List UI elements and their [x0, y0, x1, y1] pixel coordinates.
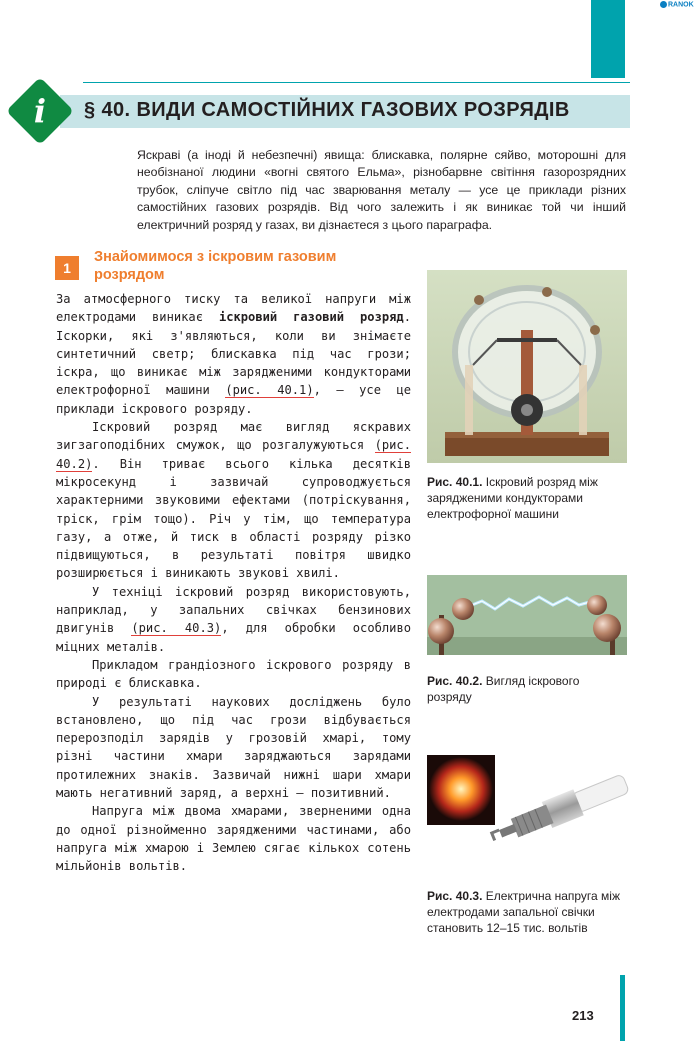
term-spark-discharge: іскровий газовий розряд — [218, 310, 404, 325]
figure-40-3-caption: Рис. 40.3. Електрична напруга між електродами запальної свічки становить 12–15 тис. вольтів — [427, 889, 620, 935]
top-accent-bar — [591, 0, 625, 78]
paragraph-4: Прикладом грандіозного іскрового розряду в природі є блискавка. — [56, 657, 411, 691]
paragraph-1: За атмосферного тиску та великої напруги між електродами виникає іскровий газовий розряд. Іскорки, які з'являються, коли ви знімаєте синтетичний светр; блискавка під час грози; іскра, що виникає між зарядженими кондукторами електрофорної машини (рис. 40.1), — усе це приклади іскрового розряду. — [56, 292, 412, 416]
paragraph-3: У техніці іскровий розряд використовують, наприклад, у запальних свічках бензинових двигунів (рис. 40.3), для обробки особливо міцних металів. — [56, 584, 412, 654]
header-rule — [83, 82, 630, 83]
publisher-logo-text: RANOK — [668, 1, 694, 9]
figure-40-1-image — [427, 270, 627, 463]
paragraph-2: Іскровий розряд має вигляд яскравих зигзагоподібних смужок, що розгалужуються (рис. 40.2). Він триває всього кілька десятків мікросекунд і зазвичай супроводжується характерними звуковими ефектами (потріскування, тріск, грім тощо). Річ у тім, що температура газу, а отже, й тиск в області розряду різко підвищуються, в результаті повітря швидко розширюється і виникають звукові хвилі. — [56, 420, 411, 581]
spark-discharge-illustration — [427, 575, 627, 655]
bottom-accent-bar — [620, 975, 625, 1041]
electrophore-machine-illustration — [427, 270, 627, 463]
subsection-number: 1 — [55, 256, 79, 280]
figure-ref-40-2[interactable]: (рис. 40.2) — [56, 438, 411, 471]
figure-ref-40-1[interactable]: (рис. 40.1) — [225, 383, 314, 398]
figure-40-2-caption: Рис. 40.2. Вигляд іскрового розряду — [427, 674, 580, 704]
figure-ref-40-3[interactable]: (рис. 40.3) — [131, 621, 222, 636]
info-icon-glyph: i — [33, 92, 47, 130]
spark-plug-illustration — [427, 755, 637, 870]
figure-40-1-caption: Рис. 40.1. Іскровий розряд між зарядженими кондукторами електрофорної машини — [427, 475, 598, 521]
figure-40-3-image — [427, 755, 637, 870]
paragraph-6: Напруга між двома хмарами, зверненими одна до одної різнойменно зарядженими частинами, або напруга між хмарою і Землею сягає кількох сотень мільйонів вольтів. — [56, 804, 411, 874]
intro-paragraph: Яскраві (а іноді й небезпечні) явища: блискавка, полярне сяйво, моторошні для необізнаної людини «вогні святого Ельма», різнобарвне світіння газорозрядних трубок, сліпуче світло під час зварювання металу — усе це приклади різних самостійних газових розрядів. Від чого залежить і як виникає той чи інший електричний розряд у газах, ви дізнаєтеся з цього параграфа. — [137, 148, 626, 232]
publisher-logo — [660, 1, 694, 8]
figure-40-2-image — [427, 575, 627, 655]
page-number: 213 — [572, 1008, 594, 1023]
section-title: § 40. ВИДИ САМОСТІЙНИХ ГАЗОВИХ РОЗРЯДІВ — [84, 99, 570, 121]
subsection-title: Знайомимося з іскровим газовим розрядом — [94, 249, 337, 283]
paragraph-5: У результаті наукових досліджень було встановлено, що під час грози відбувається перерозподіл зарядів у грозовій хмарі, тому різні частини хмари заряджаються зарядами протилежних знаків. Зазвичай нижні шари хмари мають негативний заряд, а верхні — позитивний. — [56, 694, 411, 801]
main-text — [56, 290, 411, 876]
